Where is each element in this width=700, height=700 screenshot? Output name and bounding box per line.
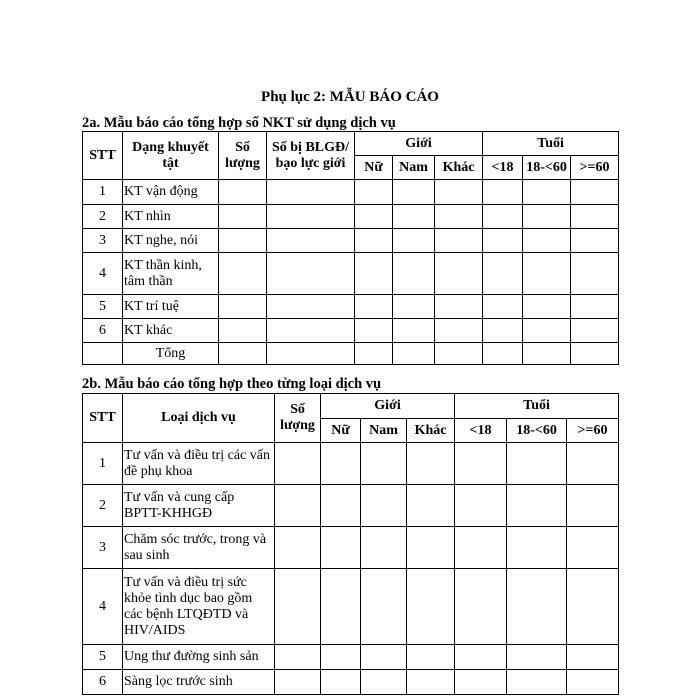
header-stt: STT bbox=[83, 394, 123, 443]
row-stt: 3 bbox=[83, 229, 123, 253]
cell bbox=[435, 295, 483, 319]
cell bbox=[435, 229, 483, 253]
table-row bbox=[83, 569, 619, 645]
cell bbox=[571, 205, 619, 229]
cell bbox=[483, 319, 523, 343]
row-stt: 1 bbox=[83, 180, 123, 205]
row-label: KT trí tuệ bbox=[123, 295, 219, 319]
cell bbox=[321, 443, 361, 485]
cell bbox=[483, 180, 523, 205]
cell bbox=[523, 205, 571, 229]
cell bbox=[355, 343, 393, 365]
cell bbox=[455, 569, 507, 645]
header-age-18-60: 18-<60 bbox=[523, 156, 571, 180]
row-label: Ung thư đường sinh sản bbox=[123, 645, 275, 670]
header-female: Nữ bbox=[355, 156, 393, 180]
header-disability-type: Dạng khuyết tật bbox=[123, 132, 219, 180]
total-row bbox=[83, 343, 619, 365]
cell bbox=[361, 527, 407, 569]
cell bbox=[355, 229, 393, 253]
cell bbox=[321, 527, 361, 569]
cell bbox=[407, 485, 455, 527]
cell bbox=[507, 645, 567, 670]
cell bbox=[571, 319, 619, 343]
cell bbox=[507, 443, 567, 485]
cell bbox=[355, 180, 393, 205]
header-violence: Số bị BLGĐ/ bạo lực giới bbox=[267, 132, 355, 180]
cell bbox=[523, 229, 571, 253]
row-stt: 6 bbox=[83, 670, 123, 695]
header-age-under-18: <18 bbox=[455, 419, 507, 443]
row-stt: 4 bbox=[83, 569, 123, 645]
row-label: Tư vấn và điều trị các vấn đề phụ khoa bbox=[123, 443, 275, 485]
cell bbox=[455, 645, 507, 670]
row-stt: 2 bbox=[83, 485, 123, 527]
cell bbox=[275, 527, 321, 569]
cell bbox=[407, 670, 455, 695]
cell bbox=[507, 569, 567, 645]
cell bbox=[393, 229, 435, 253]
table-row bbox=[83, 295, 619, 319]
cell bbox=[455, 443, 507, 485]
table-row bbox=[83, 253, 619, 295]
row-label: Tư vấn và cung cấp BPTT-KHHGĐ bbox=[123, 485, 275, 527]
table-row bbox=[83, 670, 619, 695]
header-age-under-18: <18 bbox=[483, 156, 523, 180]
cell bbox=[321, 485, 361, 527]
cell bbox=[407, 569, 455, 645]
header-female: Nữ bbox=[321, 419, 361, 443]
cell bbox=[435, 343, 483, 365]
cell bbox=[567, 569, 619, 645]
cell bbox=[455, 527, 507, 569]
table-row bbox=[83, 319, 619, 343]
row-label: KT thần kinh, tâm thần bbox=[123, 253, 219, 295]
header-other: Khác bbox=[407, 419, 455, 443]
cell bbox=[483, 205, 523, 229]
cell bbox=[267, 205, 355, 229]
row-label: KT khác bbox=[123, 319, 219, 343]
cell bbox=[571, 295, 619, 319]
cell bbox=[567, 485, 619, 527]
cell bbox=[483, 253, 523, 295]
cell bbox=[321, 670, 361, 695]
header-age-18-60: 18-<60 bbox=[507, 419, 567, 443]
table-row bbox=[83, 485, 619, 527]
header-male: Nam bbox=[393, 156, 435, 180]
cell bbox=[435, 253, 483, 295]
disability-summary-table bbox=[82, 131, 619, 365]
cell bbox=[219, 205, 267, 229]
cell bbox=[523, 180, 571, 205]
cell bbox=[571, 343, 619, 365]
row-stt: 5 bbox=[83, 295, 123, 319]
cell bbox=[393, 205, 435, 229]
table-row bbox=[83, 645, 619, 670]
cell bbox=[321, 645, 361, 670]
cell bbox=[507, 485, 567, 527]
header-other: Khác bbox=[435, 156, 483, 180]
cell bbox=[571, 229, 619, 253]
header-gender: Giới bbox=[355, 132, 483, 156]
cell bbox=[393, 253, 435, 295]
cell bbox=[267, 253, 355, 295]
row-stt: 5 bbox=[83, 645, 123, 670]
header-stt: STT bbox=[83, 132, 123, 180]
cell bbox=[219, 295, 267, 319]
row-label: KT nhìn bbox=[123, 205, 219, 229]
header-male: Nam bbox=[361, 419, 407, 443]
row-label: KT vận động bbox=[123, 180, 219, 205]
total-label: Tổng bbox=[123, 343, 219, 365]
cell bbox=[275, 670, 321, 695]
table-row bbox=[83, 443, 619, 485]
cell bbox=[571, 253, 619, 295]
cell bbox=[275, 443, 321, 485]
cell bbox=[321, 569, 361, 645]
cell bbox=[567, 670, 619, 695]
cell bbox=[567, 443, 619, 485]
service-summary-table bbox=[82, 393, 619, 695]
row-label: KT nghe, nói bbox=[123, 229, 219, 253]
cell bbox=[275, 485, 321, 527]
table-row bbox=[83, 527, 619, 569]
header-service-type: Loại dịch vụ bbox=[123, 394, 275, 443]
cell bbox=[435, 319, 483, 343]
cell bbox=[483, 343, 523, 365]
cell bbox=[567, 645, 619, 670]
cell bbox=[275, 645, 321, 670]
cell bbox=[393, 180, 435, 205]
row-stt: 1 bbox=[83, 443, 123, 485]
cell bbox=[523, 343, 571, 365]
row-stt: 2 bbox=[83, 205, 123, 229]
cell bbox=[267, 229, 355, 253]
cell bbox=[571, 180, 619, 205]
cell bbox=[523, 295, 571, 319]
row-label: Tư vấn và điều trị sức khỏe tình dục bao gồm các bệnh LTQĐTD và HIV/AIDS bbox=[123, 569, 275, 645]
cell bbox=[507, 670, 567, 695]
cell bbox=[407, 527, 455, 569]
table-row bbox=[83, 205, 619, 229]
cell bbox=[483, 295, 523, 319]
cell bbox=[219, 343, 267, 365]
header-count: Số lượng bbox=[219, 132, 267, 180]
cell bbox=[523, 253, 571, 295]
cell bbox=[567, 527, 619, 569]
cell bbox=[393, 295, 435, 319]
cell bbox=[267, 180, 355, 205]
cell bbox=[83, 343, 123, 365]
cell bbox=[361, 645, 407, 670]
header-count: Số lượng bbox=[275, 394, 321, 443]
row-stt: 3 bbox=[83, 527, 123, 569]
cell bbox=[275, 569, 321, 645]
cell bbox=[361, 443, 407, 485]
cell bbox=[267, 295, 355, 319]
row-stt: 6 bbox=[83, 319, 123, 343]
cell bbox=[455, 670, 507, 695]
cell bbox=[361, 485, 407, 527]
cell bbox=[361, 670, 407, 695]
header-age-over-60: >=60 bbox=[571, 156, 619, 180]
section-a-heading: 2a. Mẫu báo cáo tổng hợp số NKT sử dụng dịch vụ bbox=[82, 115, 396, 131]
cell bbox=[361, 569, 407, 645]
row-stt: 4 bbox=[83, 253, 123, 295]
cell bbox=[393, 319, 435, 343]
cell bbox=[267, 319, 355, 343]
header-age-over-60: >=60 bbox=[567, 419, 619, 443]
cell bbox=[219, 319, 267, 343]
cell bbox=[435, 180, 483, 205]
cell bbox=[407, 645, 455, 670]
header-age: Tuổi bbox=[483, 132, 619, 156]
cell bbox=[355, 295, 393, 319]
table-row bbox=[83, 229, 619, 253]
cell bbox=[393, 343, 435, 365]
cell bbox=[407, 443, 455, 485]
cell bbox=[523, 319, 571, 343]
section-b-heading: 2b. Mẫu báo cáo tổng hợp theo từng loại dịch vụ bbox=[82, 376, 382, 392]
row-label: Sàng lọc trước sinh bbox=[123, 670, 275, 695]
header-age: Tuổi bbox=[455, 394, 619, 419]
header-gender: Giới bbox=[321, 394, 455, 419]
cell bbox=[355, 205, 393, 229]
cell bbox=[507, 527, 567, 569]
cell bbox=[435, 205, 483, 229]
cell bbox=[483, 229, 523, 253]
table-row bbox=[83, 180, 619, 205]
cell bbox=[355, 319, 393, 343]
cell bbox=[219, 180, 267, 205]
page-title: Phụ lục 2: MẪU BÁO CÁO bbox=[261, 89, 439, 105]
cell bbox=[267, 343, 355, 365]
cell bbox=[355, 253, 393, 295]
row-label: Chăm sóc trước, trong và sau sinh bbox=[123, 527, 275, 569]
cell bbox=[219, 229, 267, 253]
cell bbox=[455, 485, 507, 527]
cell bbox=[219, 253, 267, 295]
